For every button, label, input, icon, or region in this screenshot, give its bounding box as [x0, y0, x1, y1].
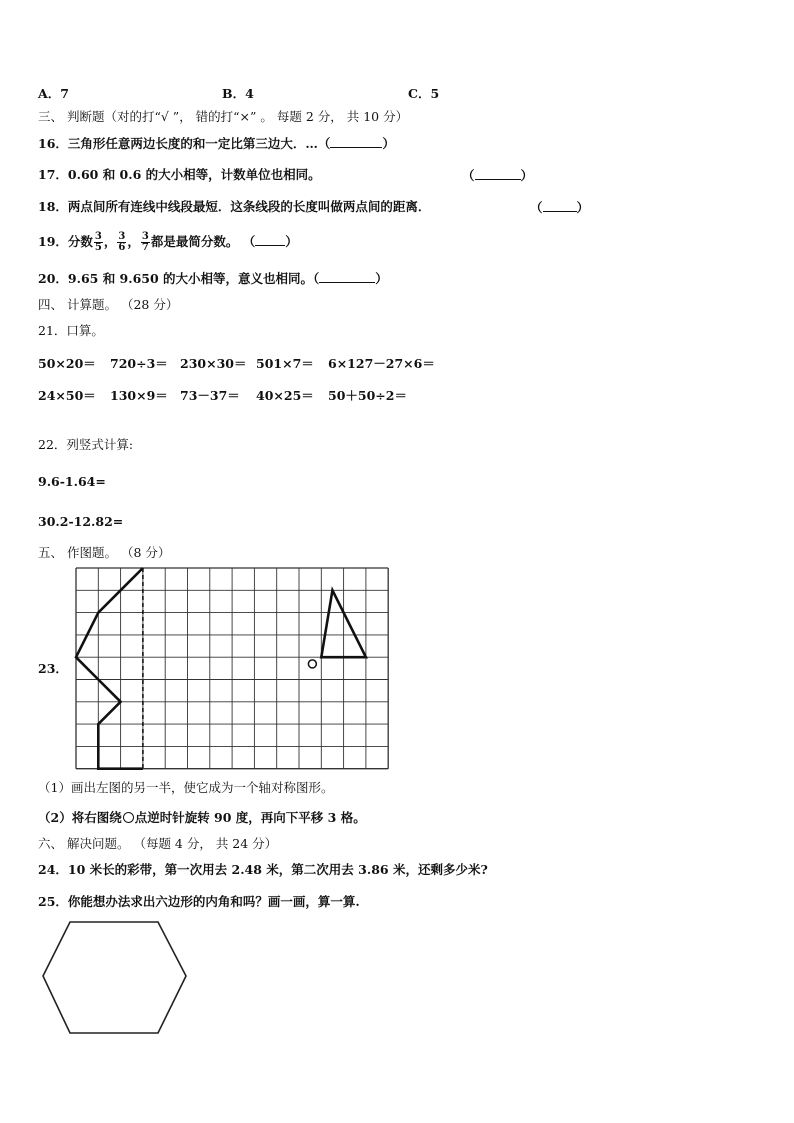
oral-calc-item: 6×127－27×6＝ — [328, 356, 435, 371]
oral-calc-item: 40×25＝ — [256, 388, 314, 403]
left-half-figure — [76, 568, 143, 769]
hexagon-figure — [40, 918, 190, 1038]
oral-calc-item: 230×30＝ — [180, 356, 247, 371]
oral-calc-item: 73－37＝ — [180, 388, 240, 403]
section3-title: 三、 判断题（对的打“√ ”， 错的打“×” 。 每题 2 分， 共 10 分） — [38, 109, 409, 124]
q18-answer-blank[interactable] — [543, 199, 577, 212]
q20-text: 20．9.65 和 9.650 的大小相等，意义也相同。（ — [38, 271, 320, 286]
question-21: 21．口算。 — [38, 323, 104, 338]
q17-close: ） — [520, 168, 534, 183]
q19-close: ） — [285, 234, 298, 249]
q19-sep2: ， — [127, 234, 140, 249]
q20-answer-blank[interactable] — [319, 270, 375, 283]
oral-calc-item: 501×7＝ — [256, 356, 314, 371]
section4-title: 四、 计算题。 （28 分） — [38, 297, 179, 312]
question-23-number: 23． — [38, 661, 68, 676]
section5-title: 五、 作图题。 （8 分） — [38, 545, 171, 560]
section6-title: 六、 解决问题。 （每题 4 分， 共 24 分） — [38, 836, 278, 851]
q17-answer — [462, 167, 533, 184]
vertical-calc-1: 9.6-1.64= — [38, 474, 106, 489]
question-22: 22．列竖式计算: — [38, 437, 134, 452]
q23-task2 — [38, 810, 366, 826]
q23-task2-prefix: （2）将右图绕 — [38, 810, 122, 825]
q16-close: ） — [382, 136, 395, 151]
hexagon-shape — [43, 922, 186, 1033]
q18-close: ） — [576, 200, 590, 215]
fraction-3-5: $\frac{3}{5}$ — [94, 231, 102, 253]
question-17 — [38, 167, 321, 183]
circle-o-icon — [123, 812, 134, 823]
q19-prefix: 19．分数 — [38, 234, 93, 249]
vertical-calc-2: 30.2-12.82= — [38, 514, 124, 529]
q17-text: 17．0.60 和 0.6 的大小相等，计数单位也相同。 — [38, 167, 321, 182]
oral-calc-item: 50＋50÷2＝ — [328, 388, 407, 403]
option-c: C．5 — [408, 86, 440, 101]
q19-sep1: ， — [103, 234, 117, 249]
question-25: 25．你能想办法求出六边形的内角和吗？画一画，算一算. — [38, 894, 360, 909]
drawing-grid — [72, 565, 392, 770]
oral-calc-item: 24×50＝ — [38, 388, 96, 403]
oral-calc-item: 720÷3＝ — [110, 356, 168, 371]
q23-task2-suffix: 点逆时针旋转 90 度，再向下平移 3 格。 — [134, 810, 366, 825]
option-b: B．4 — [222, 86, 254, 101]
fraction-3-7: $\frac{3}{7}$ — [141, 231, 149, 253]
option-a: A．7 — [38, 86, 69, 101]
q16-answer-blank[interactable] — [330, 135, 382, 148]
question-19 — [38, 230, 298, 254]
q17-answer-blank[interactable] — [475, 167, 521, 180]
oral-calc-item: 130×9＝ — [110, 388, 168, 403]
question-20 — [38, 270, 388, 287]
rotation-point-o — [308, 660, 316, 668]
q18-text: 18．两点间所有连线中线段最短．这条线段的长度叫做两点间的距离． — [38, 199, 431, 214]
oral-calc-item: 50×20＝ — [38, 356, 96, 371]
q16-text: 16．三角形任意两边长度的和一定比第三边大．…（ — [38, 136, 331, 151]
q20-close: ） — [375, 271, 388, 286]
q17-open: （ — [462, 168, 475, 183]
fraction-3-6: $\frac{3}{6}$ — [118, 231, 126, 253]
q18-open: （ — [530, 200, 543, 215]
q18-answer — [530, 199, 589, 216]
q19-suffix: 都是最简分数。 （ — [150, 234, 256, 249]
q23-task1: （1）画出左图的另一半，使它成为一个轴对称图形。 — [38, 780, 334, 795]
question-24: 24．10 米长的彩带，第一次用去 2.48 米，第二次用去 3.86 米，还剩多少米? — [38, 862, 488, 877]
question-16 — [38, 135, 395, 152]
q19-answer-blank[interactable] — [255, 233, 285, 246]
question-18 — [38, 199, 430, 215]
